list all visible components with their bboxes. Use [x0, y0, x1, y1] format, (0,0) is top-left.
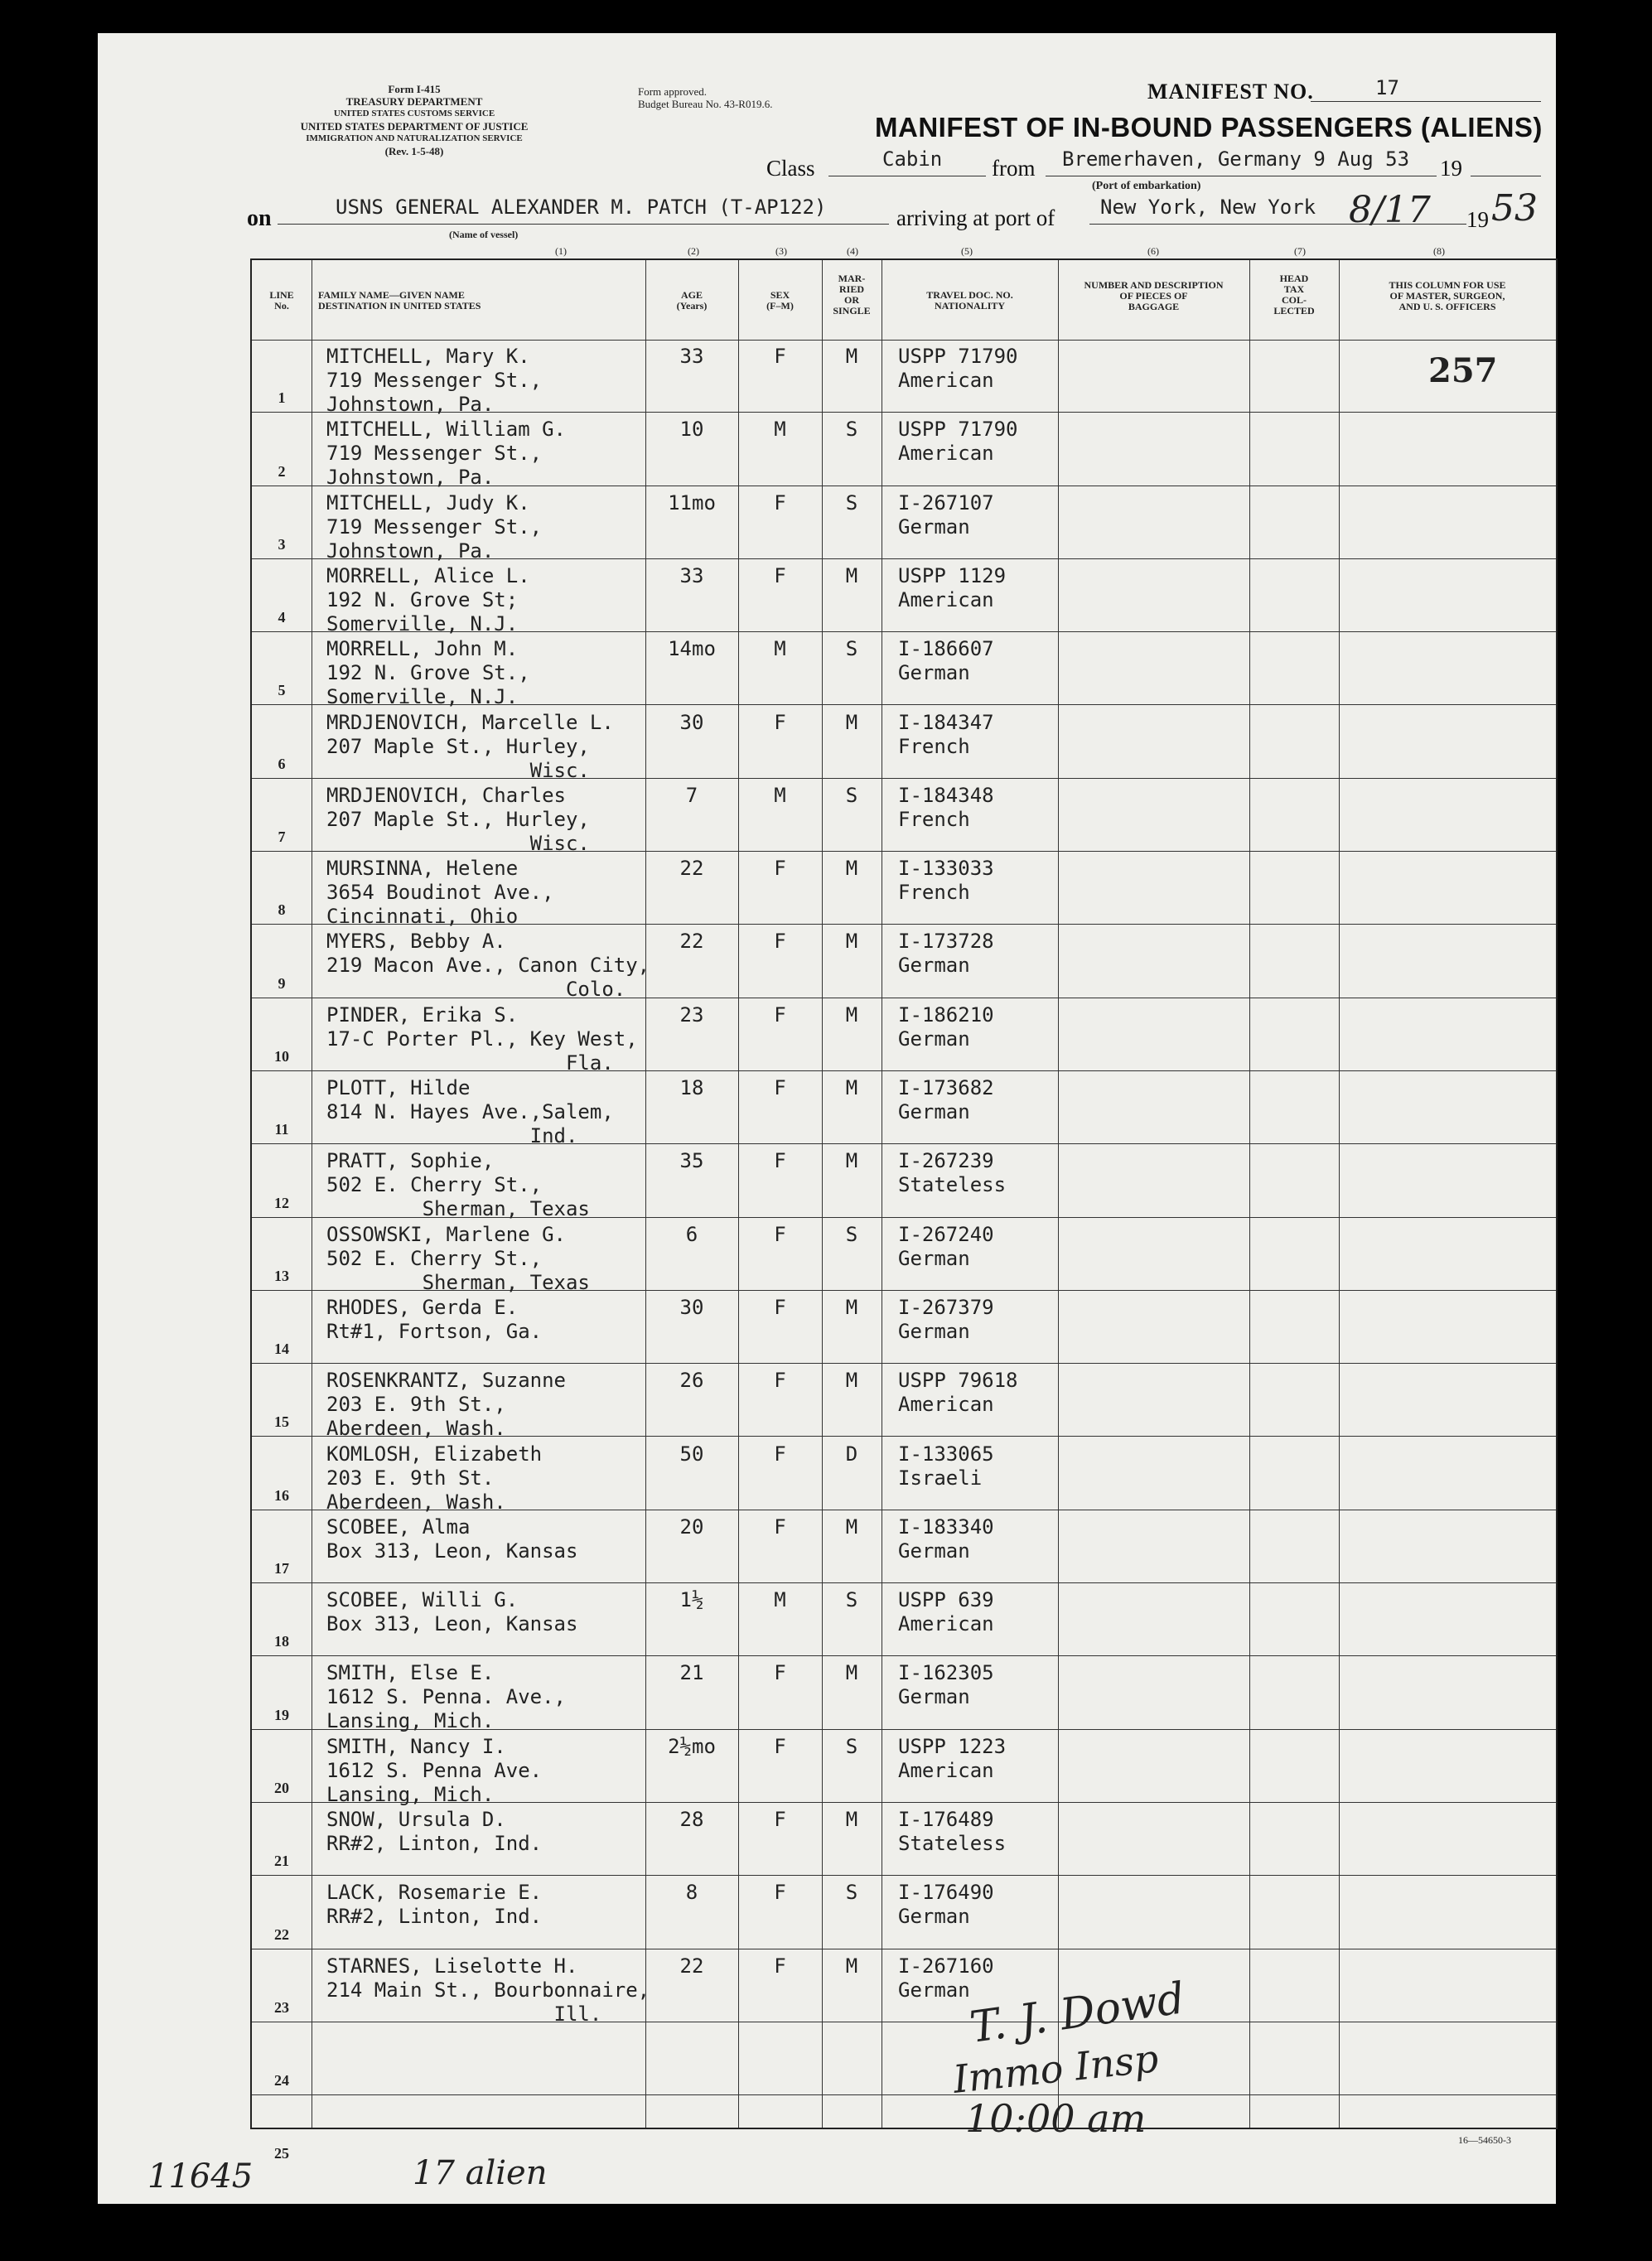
header-travel-doc: TRAVEL DOC. NO. NATIONALITY	[926, 289, 1013, 312]
passenger-sex: F	[774, 1515, 786, 1539]
passenger-sex: F	[774, 1222, 786, 1246]
arrival-port: New York, New York	[1100, 196, 1316, 219]
travel-doc-nationality: I-162305 German	[898, 1661, 994, 1709]
passenger-name-destination: MORRELL, John M. 192 N. Grove St., Somerville, N.J.	[326, 637, 530, 709]
passenger-name-destination: MRDJENOVICH, Marcelle L. 207 Maple St., Hurley, Wisc.	[326, 710, 614, 782]
table-row	[252, 1291, 1556, 1364]
passenger-sex: F	[774, 1954, 786, 1978]
table-row	[252, 1803, 1556, 1876]
passenger-age: 14mo	[668, 637, 716, 661]
line-number: 23	[274, 1998, 289, 2016]
arriving-label: arriving at port of	[896, 205, 1055, 230]
line-number: 4	[278, 609, 286, 626]
port-embarkation-caption: (Port of embarkation)	[1092, 180, 1201, 192]
passenger-age: 2½mo	[668, 1734, 716, 1758]
line-number: 11	[274, 1121, 289, 1138]
passenger-marital-status: S	[845, 490, 858, 515]
line-number: 6	[278, 755, 286, 772]
revision-date: (Rev. 1-5-48)	[384, 145, 444, 157]
travel-doc-nationality: I-184347 French	[898, 710, 994, 758]
inspector-title: Immo Insp	[950, 2036, 1161, 2102]
passenger-marital-status: S	[845, 1588, 858, 1612]
passenger-age: 22	[679, 1954, 704, 1978]
passenger-sex: F	[774, 1881, 786, 1905]
passenger-sex: F	[774, 1442, 786, 1466]
passenger-age: 22	[679, 857, 704, 881]
passenger-name-destination: PLOTT, Hilde 814 N. Hayes Ave.,Salem, Ind.	[326, 1076, 614, 1147]
bottom-left-count: 17 alien	[413, 2154, 548, 2192]
year-prefix: 19	[1440, 156, 1462, 181]
vessel-underline	[278, 224, 889, 225]
header-head-tax: HEAD TAX COL- LECTED	[1273, 273, 1315, 316]
passenger-name-destination: SMITH, Else E. 1612 S. Penna. Ave., Lansing, Mich.	[326, 1661, 566, 1733]
manifest-no-underline	[1311, 101, 1541, 102]
line-number: 1	[278, 389, 286, 407]
agency-header	[249, 83, 580, 157]
line-number: 19	[274, 1706, 289, 1723]
passenger-sex: F	[774, 490, 786, 515]
arrival-date: 8/17	[1349, 189, 1431, 231]
passenger-name-destination: MYERS, Bebby A. 219 Macon Ave., Canon City, Colo.	[326, 930, 650, 1002]
table-row	[252, 1144, 1556, 1221]
travel-doc-nationality: I-133065 Israeli	[898, 1442, 994, 1490]
header-name: FAMILY NAME—GIVEN NAME DESTINATION IN UNITED STATES	[318, 289, 481, 312]
line-number: 5	[278, 682, 286, 699]
passenger-sex: F	[774, 1002, 786, 1027]
officer-note: 257	[1428, 351, 1498, 390]
travel-doc-nationality: I-267160 German	[898, 1954, 994, 2002]
table-row	[252, 1364, 1556, 1441]
passenger-sex: F	[774, 1076, 786, 1099]
travel-doc-nationality: I-267240 German	[898, 1222, 994, 1270]
column-number-8: (8)	[1433, 245, 1445, 257]
passenger-sex: F	[774, 1295, 786, 1319]
form-number: Form I-415	[388, 83, 441, 95]
budget-approval	[638, 85, 772, 110]
line-number: 20	[274, 1779, 289, 1796]
travel-doc-nationality: I-267379 German	[898, 1295, 994, 1343]
passenger-marital-status: M	[845, 1954, 858, 1978]
table-row	[252, 706, 1556, 782]
travel-doc-nationality: I-184348 French	[898, 783, 994, 831]
passenger-sex: F	[774, 1661, 786, 1685]
table-row	[252, 998, 1556, 1075]
passenger-marital-status: M	[845, 563, 858, 587]
passenger-name-destination: MORRELL, Alice L. 192 N. Grove St; Somerville, N.J.	[326, 563, 530, 635]
passenger-marital-status: M	[845, 710, 858, 734]
passenger-marital-status: S	[845, 418, 858, 442]
passenger-marital-status: M	[845, 1661, 858, 1685]
table-row	[252, 1876, 1556, 1949]
passenger-sex: F	[774, 1734, 786, 1758]
passenger-age: 50	[679, 1442, 704, 1466]
immigration-service: IMMIGRATION AND NATURALIZATION SERVICE	[306, 133, 523, 143]
passenger-name-destination: MITCHELL, Mary K. 719 Messenger St., Johnstown, Pa.	[326, 345, 543, 416]
travel-doc-nationality: I-267239 Stateless	[898, 1149, 1007, 1197]
bottom-left-number: 11645	[147, 2157, 254, 2196]
column-number-2: (2)	[688, 245, 699, 257]
passenger-age: 21	[679, 1661, 704, 1685]
travel-doc-nationality: I-173728 German	[898, 930, 994, 978]
passenger-name-destination: RHODES, Gerda E. Rt#1, Fortson, Ga.	[326, 1295, 543, 1343]
manifest-number: 17	[1375, 76, 1399, 99]
passenger-name-destination: LACK, Rosemarie E. RR#2, Linton, Ind.	[326, 1881, 543, 1929]
passenger-age: 11mo	[668, 490, 716, 515]
header-sex: SEX (F–M)	[766, 289, 794, 312]
line-number: 7	[278, 829, 286, 846]
passenger-name-destination: STARNES, Liselotte H. 214 Main St., Bourbonnaire, Ill.	[326, 1954, 650, 2026]
passenger-name-destination: MURSINNA, Helene 3654 Boudinot Ave., Cincinnati, Ohio	[326, 857, 554, 929]
travel-doc-nationality: USPP 79618 American	[898, 1369, 1018, 1417]
table-row	[252, 1730, 1556, 1806]
travel-doc-nationality: USPP 71790 American	[898, 345, 1018, 392]
justice-department: UNITED STATES DEPARTMENT OF JUSTICE	[300, 120, 529, 133]
passenger-age: 10	[679, 418, 704, 442]
table-row	[252, 1071, 1556, 1147]
passenger-age: 33	[679, 345, 704, 368]
passenger-age: 8	[685, 1881, 698, 1905]
travel-doc-nationality: USPP 1129 American	[898, 563, 1007, 611]
treasury-department: TREASURY DEPARTMENT	[345, 95, 483, 108]
column-number-1: (1)	[555, 245, 567, 257]
passenger-sex: F	[774, 930, 786, 954]
header-age: AGE (Years)	[676, 289, 708, 312]
passenger-marital-status: M	[845, 1808, 858, 1831]
passenger-age: 22	[679, 930, 704, 954]
passenger-age: 20	[679, 1515, 704, 1539]
vessel-caption: (Name of vessel)	[449, 229, 519, 240]
table-row	[252, 1437, 1556, 1514]
table-row	[252, 559, 1556, 635]
passenger-age: 33	[679, 563, 704, 587]
travel-doc-nationality: I-267107 German	[898, 490, 994, 539]
line-number: 3	[278, 535, 286, 553]
passenger-sex: F	[774, 857, 786, 881]
line-number: 18	[274, 1633, 289, 1650]
table-row	[252, 779, 1556, 855]
approval-line: Form approved.	[638, 85, 708, 98]
passenger-age: 23	[679, 1002, 704, 1027]
passenger-sex: M	[774, 1588, 786, 1612]
table-row	[252, 2022, 1556, 2095]
line-number: 15	[274, 1413, 289, 1431]
passenger-sex: M	[774, 637, 786, 661]
passenger-marital-status: M	[845, 857, 858, 881]
passenger-age: 35	[679, 1149, 704, 1173]
passenger-sex: F	[774, 1369, 786, 1393]
passenger-marital-status: S	[845, 1734, 858, 1758]
line-number: 10	[274, 1047, 289, 1065]
passenger-name-destination: OSSOWSKI, Marlene G. 502 E. Cherry St., Sherman, Texas	[326, 1222, 590, 1294]
passenger-marital-status: S	[845, 637, 858, 661]
line-number: 14	[274, 1341, 289, 1358]
from-label: from	[992, 156, 1036, 181]
travel-doc-nationality: I-183340 German	[898, 1515, 994, 1563]
port-of-embarkation: Bremerhaven, Germany 9 Aug 53	[1062, 147, 1410, 171]
travel-doc-nationality: I-173682 German	[898, 1076, 994, 1123]
passenger-name-destination: SNOW, Ursula D. RR#2, Linton, Ind.	[326, 1808, 543, 1855]
line-number: 2	[278, 462, 286, 480]
inspection-time: 10:00 am	[965, 2096, 1147, 2141]
table-row	[252, 925, 1556, 1002]
passenger-name-destination: KOMLOSH, Elizabeth 203 E. 9th St. Aberdeen, Wash.	[326, 1442, 543, 1514]
passenger-sex: F	[774, 345, 786, 368]
manifest-no-label: MANIFEST NO.	[1147, 80, 1314, 104]
travel-doc-nationality: USPP 639 American	[898, 1588, 994, 1636]
passenger-name-destination: PRATT, Sophie, 502 E. Cherry St., Sherman, Texas	[326, 1149, 590, 1221]
column-number-5: (5)	[961, 245, 973, 257]
header-married: MAR- RIED OR SINGLE	[833, 273, 871, 316]
passenger-age: 30	[679, 710, 704, 734]
column-number-6: (6)	[1147, 245, 1159, 257]
passenger-marital-status: M	[845, 345, 858, 368]
passenger-age: 28	[679, 1808, 704, 1831]
table-row	[252, 486, 1556, 563]
customs-service: UNITED STATES CUSTOMS SERVICE	[333, 109, 495, 118]
header-officers: THIS COLUMN FOR USE OF MASTER, SURGEON, AND U. S. OFFICERS	[1389, 279, 1506, 312]
vessel-name: USNS GENERAL ALEXANDER M. PATCH (T-AP122)	[336, 196, 827, 219]
passenger-age: 26	[679, 1369, 704, 1393]
passenger-name-destination: ROSENKRANTZ, Suzanne 203 E. 9th St., Aberdeen, Wash.	[326, 1369, 566, 1441]
line-number: 8	[278, 901, 286, 919]
table-row	[252, 632, 1556, 709]
passenger-sex: F	[774, 1149, 786, 1173]
header-baggage: NUMBER AND DESCRIPTION OF PIECES OF BAGGAGE	[1084, 279, 1224, 312]
arrival-year: 53	[1491, 187, 1538, 229]
travel-doc-nationality: I-186607 German	[898, 637, 994, 685]
line-number: 16	[274, 1486, 289, 1504]
table-row	[252, 1218, 1556, 1294]
passenger-marital-status: M	[845, 930, 858, 954]
passenger-marital-status: M	[845, 1149, 858, 1173]
travel-doc-nationality: USPP 1223 American	[898, 1734, 1007, 1782]
line-number: 12	[274, 1194, 289, 1211]
passenger-name-destination: PINDER, Erika S. 17-C Porter Pl., Key West, Fla.	[326, 1002, 638, 1075]
manifest-title: MANIFEST OF IN-BOUND PASSENGERS (ALIENS)	[875, 112, 1543, 143]
passenger-marital-status: S	[845, 1881, 858, 1905]
table-row	[252, 1510, 1556, 1583]
passenger-age: 7	[685, 783, 698, 807]
class-value: Cabin	[882, 147, 943, 171]
inspector-signature: T. J. Dowd	[967, 1974, 1188, 2053]
table-row	[252, 1583, 1556, 1656]
budget-bureau-no: Budget Bureau No. 43-R019.6.	[638, 98, 773, 110]
passenger-sex: M	[774, 418, 786, 442]
passenger-name-destination: SMITH, Nancy I. 1612 S. Penna Ave. Lansing, Mich.	[326, 1734, 543, 1806]
table-row	[252, 1656, 1556, 1733]
passenger-age: 30	[679, 1295, 704, 1319]
passenger-marital-status: M	[845, 1515, 858, 1539]
passenger-sex: F	[774, 1808, 786, 1831]
line-number: 17	[274, 1560, 289, 1577]
footer-code: 16—54650-3	[1458, 2134, 1511, 2146]
travel-doc-nationality: I-176489 Stateless	[898, 1808, 1007, 1855]
passenger-name-destination: MITCHELL, William G. 719 Messenger St., Johnstown, Pa.	[326, 418, 566, 490]
passenger-marital-status: M	[845, 1369, 858, 1393]
arrival-underline	[1089, 224, 1466, 225]
travel-doc-nationality: I-186210 German	[898, 1002, 994, 1051]
travel-doc-nationality: I-176490 German	[898, 1881, 994, 1929]
passenger-marital-status: M	[845, 1076, 858, 1099]
passenger-marital-status: S	[845, 783, 858, 807]
line-number: 22	[274, 1925, 289, 1943]
line-number: 24	[274, 2072, 289, 2089]
passenger-sex: F	[774, 710, 786, 734]
header-line-no: LINE No.	[269, 289, 294, 312]
year-prefix-arrival: 19	[1466, 207, 1489, 232]
on-label: on	[247, 205, 272, 231]
passenger-marital-status: M	[845, 1295, 858, 1319]
passenger-age: 6	[685, 1222, 698, 1246]
line-number: 9	[278, 974, 286, 992]
line-number: 13	[274, 1267, 289, 1284]
passenger-marital-status: M	[845, 1002, 858, 1027]
passenger-name-destination: MITCHELL, Judy K. 719 Messenger St., Johnstown, Pa.	[326, 490, 543, 563]
passenger-name-destination: MRDJENOVICH, Charles 207 Maple St., Hurley, Wisc.	[326, 783, 590, 855]
table-row	[252, 1949, 1556, 2026]
line-number: 21	[274, 1853, 289, 1870]
travel-doc-nationality: I-133033 French	[898, 857, 994, 905]
passenger-sex: F	[774, 563, 786, 587]
passenger-age: 18	[679, 1076, 704, 1099]
passenger-name-destination: SCOBEE, Alma Box 313, Leon, Kansas	[326, 1515, 578, 1563]
class-label: Class	[766, 156, 815, 181]
passenger-sex: M	[774, 783, 786, 807]
passenger-name-destination: SCOBEE, Willi G. Box 313, Leon, Kansas	[326, 1588, 578, 1636]
table-row	[252, 852, 1556, 929]
passenger-age: 1½	[679, 1588, 704, 1612]
table-row	[252, 340, 1556, 416]
passenger-marital-status: S	[845, 1222, 858, 1246]
column-number-7: (7)	[1294, 245, 1306, 257]
column-number-3: (3)	[775, 245, 787, 257]
travel-doc-nationality: USPP 71790 American	[898, 418, 1018, 466]
column-number-4: (4)	[847, 245, 858, 257]
line-number: 25	[274, 2145, 289, 2162]
passenger-marital-status: D	[845, 1442, 858, 1466]
table-row	[252, 413, 1556, 490]
